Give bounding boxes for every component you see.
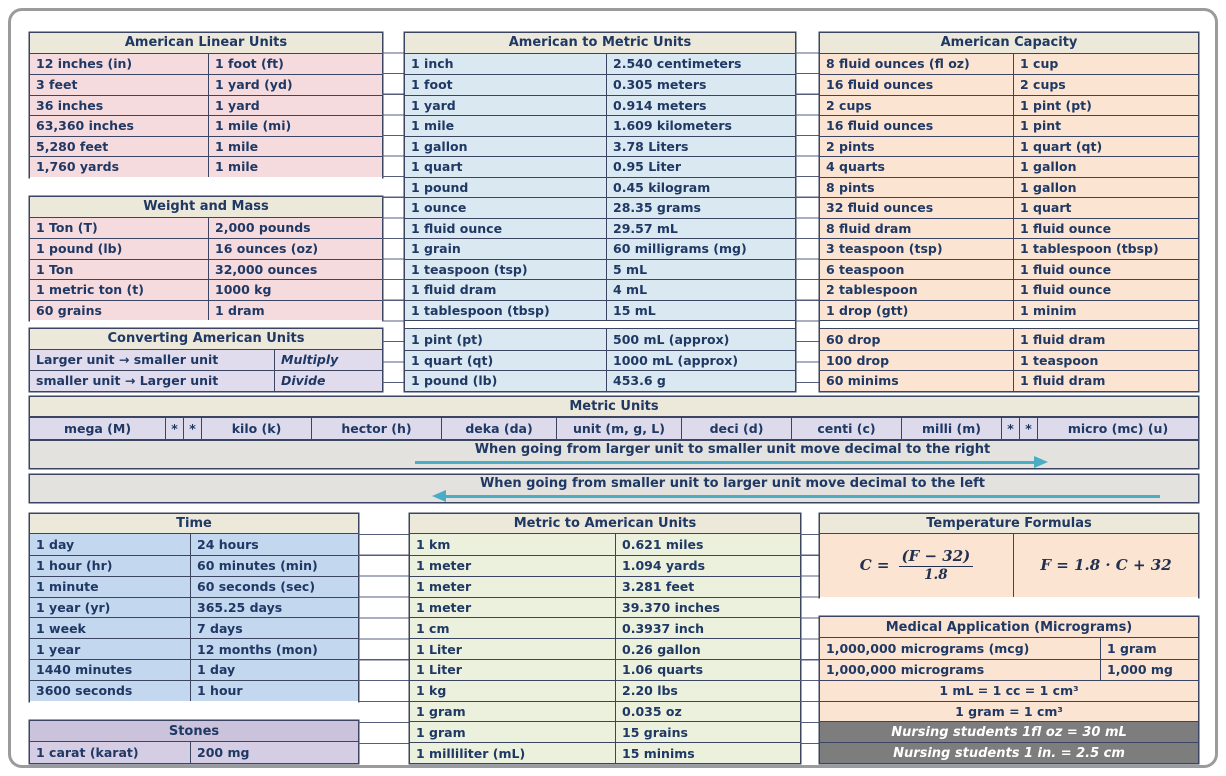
table-cell: 2.20 lbs — [615, 681, 800, 701]
table-row — [820, 659, 1198, 680]
table-cell: 1 gram — [1100, 638, 1198, 659]
table-cell: 1 fluid dram — [1013, 329, 1198, 350]
table-cell: 1.609 kilometers — [606, 116, 795, 136]
table-cell: 63,360 inches — [36, 118, 134, 134]
table-row — [410, 659, 800, 680]
decimal-right-rule-band — [30, 441, 1198, 468]
table-cell: 200 mg — [190, 742, 358, 763]
table-cell: 1 year — [36, 641, 81, 657]
metric-prefix-cell: mega (M) — [63, 420, 132, 436]
metric-prefix-cell: * — [183, 418, 201, 439]
metric-prefix-cell: * — [165, 418, 183, 439]
table-cell: 3600 seconds — [36, 683, 133, 699]
table-cell: 1000 mL (approx) — [606, 351, 795, 371]
table-cell: 1,000,000 micrograms (mcg) — [826, 641, 1030, 657]
table-cell: 1 hour (hr) — [36, 558, 113, 574]
table-cell: 1 Liter — [416, 662, 462, 678]
table-cell: 1 minute — [36, 579, 99, 595]
table-cell: 1.06 quarts — [615, 660, 800, 680]
fraction-denominator: 1.8 — [924, 566, 948, 583]
table-cell: 32 fluid ounces — [826, 200, 934, 216]
table-cell: 0.45 kilogram — [606, 178, 795, 198]
table-cell: 1 inch — [411, 56, 454, 72]
table-row — [30, 350, 382, 371]
grid-gap-column — [795, 33, 820, 391]
table-row — [30, 659, 358, 680]
table-cell: 1 cup — [1013, 54, 1198, 75]
bottom-right-column — [820, 514, 1198, 764]
table-row — [410, 576, 800, 597]
table-cell: 1 gallon — [411, 138, 468, 154]
american-to-metric-units-table — [405, 33, 795, 391]
table-cell: Multiply — [274, 350, 382, 371]
table-cell: 1 mile — [411, 118, 455, 134]
table-cell: 1 meter — [416, 600, 472, 616]
table-cell: 15 minims — [615, 743, 800, 763]
table-row — [30, 617, 358, 638]
table-cell: 1 Ton — [36, 261, 74, 277]
table-cell: 60 seconds (sec) — [190, 577, 358, 597]
table-cell: 1 week — [36, 620, 86, 636]
table-cell: 100 drop — [826, 352, 890, 368]
ml-cc-equivalence: 1 mL = 1 cc = 1 cm³ — [820, 680, 1198, 701]
table-row — [410, 555, 800, 576]
table-row — [820, 218, 1198, 239]
table-cell: 1 ounce — [411, 200, 467, 216]
table-gap-row — [405, 320, 795, 329]
table-cell: 1 hour — [190, 681, 358, 701]
table-cell: 1 pound (lb) — [411, 373, 498, 389]
stones-title: Stones — [30, 721, 358, 742]
decimal-left-rule-band — [30, 475, 1198, 502]
table-cell: Larger unit → smaller unit — [36, 352, 219, 368]
table-cell: 1 gallon — [1013, 178, 1198, 198]
table-cell: 1 fluid dram — [1013, 371, 1198, 391]
table-row — [30, 300, 382, 321]
top-section — [30, 33, 1198, 391]
weight-and-mass-title: Weight and Mass — [30, 197, 382, 218]
temperature-formulas-title: Temperature Formulas — [820, 514, 1198, 535]
table-row — [405, 177, 795, 198]
bottom-middle-column — [410, 514, 800, 764]
table-cell: 5,280 feet — [36, 138, 109, 154]
table-cell: 8 fluid ounces (fl oz) — [826, 56, 970, 72]
table-cell: 6 teaspoon — [826, 261, 905, 277]
table-cell: 3 feet — [36, 77, 78, 93]
table-cell: 2 cups — [1013, 75, 1198, 95]
table-cell: 1 tablespoon (tbsp) — [411, 302, 550, 318]
table-cell: 4 quarts — [826, 159, 885, 175]
table-cell: 1 minim — [1013, 301, 1198, 321]
table-row — [820, 329, 1198, 350]
table-row — [820, 95, 1198, 116]
table-row — [820, 259, 1198, 280]
table-cell: 1,000,000 micrograms — [826, 662, 985, 678]
table-cell: 1 yard (yd) — [208, 75, 382, 95]
converting-american-units-title: Converting American Units — [30, 329, 382, 350]
table-cell: 36 inches — [36, 97, 104, 113]
table-cell: 3 teaspoon (tsp) — [826, 241, 943, 257]
table-cell: 8 pints — [826, 179, 875, 195]
table-row — [30, 370, 382, 391]
table-row — [405, 156, 795, 177]
table-row — [405, 300, 795, 321]
metric-prefix-cell: * — [1001, 418, 1019, 439]
table-row — [405, 279, 795, 300]
grid-gap-column — [800, 514, 820, 764]
table-cell: 1 metric ton (t) — [36, 282, 144, 298]
metric-units-band — [30, 397, 1198, 502]
fahrenheit-formula: F = 1.8 · C + 32 — [1013, 534, 1198, 596]
table-cell: 24 hours — [190, 534, 358, 555]
table-row — [30, 74, 382, 95]
table-row — [820, 638, 1198, 659]
table-cell: 1 quart — [411, 159, 463, 175]
metric-prefix-cell: * — [1019, 418, 1037, 439]
table-cell: 1 fluid dram — [411, 282, 497, 298]
unit-conversion-sheet — [30, 33, 1198, 763]
table-cell: 365.25 days — [190, 598, 358, 618]
table-cell: 60 milligrams (mg) — [606, 239, 795, 259]
table-cell: 1 meter — [416, 579, 472, 595]
table-cell: 2 tablespoon — [826, 282, 918, 298]
table-row — [820, 197, 1198, 218]
table-cell: 1 pint (pt) — [411, 331, 483, 347]
table-cell: 1 Liter — [416, 641, 462, 657]
american-capacity-table — [820, 33, 1198, 391]
table-cell: 0.621 miles — [615, 534, 800, 555]
table-cell: smaller unit → Larger unit — [36, 373, 219, 389]
table-cell: 1 tablespoon (tbsp) — [1013, 239, 1198, 259]
table-cell: 1 quart (qt) — [1013, 137, 1198, 157]
table-cell: 1 meter — [416, 558, 472, 574]
table-row — [820, 177, 1198, 198]
metric-prefix-cell: milli (m) — [901, 418, 1001, 439]
stones-table — [30, 721, 358, 763]
metric-to-american-units-table — [410, 514, 800, 764]
table-cell: 1 fluid ounce — [1013, 260, 1198, 280]
table-row — [820, 54, 1198, 75]
metric-prefix-cell: kilo (k) — [201, 418, 311, 439]
table-cell: 1 carat (karat) — [36, 745, 139, 761]
table-cell: 1 kg — [416, 683, 447, 699]
american-linear-units-table — [30, 33, 382, 177]
fraction-numerator: (F − 32) — [899, 548, 974, 567]
table-row — [30, 555, 358, 576]
table-cell: 0.914 meters — [606, 96, 795, 116]
celsius-formula — [820, 534, 1013, 596]
table-cell: 1 cm — [416, 620, 450, 636]
table-cell: 15 grains — [615, 722, 800, 742]
table-cell: 1 year (yr) — [36, 600, 111, 616]
table-cell: 0.305 meters — [606, 75, 795, 95]
fraction — [899, 548, 974, 584]
medical-application-table — [820, 617, 1198, 763]
metric-prefix-cell: hector (h) — [311, 418, 441, 439]
american-linear-units-title: American Linear Units — [30, 33, 382, 54]
table-row — [405, 329, 795, 350]
bottom-left-column — [30, 514, 358, 764]
table-cell: 1 mile (mi) — [208, 116, 382, 136]
table-row — [405, 54, 795, 75]
table-cell: 1 milliliter (mL) — [416, 745, 526, 761]
top-middle-column — [405, 33, 795, 391]
table-cell: 0.26 gallon — [615, 639, 800, 659]
table-cell: 1,760 yards — [36, 159, 120, 175]
table-cell: 1 pint (pt) — [1013, 96, 1198, 116]
gram-cm3-equivalence: 1 gram = 1 cm³ — [820, 701, 1198, 722]
table-cell: 1 day — [36, 537, 75, 553]
table-row — [410, 597, 800, 618]
metric-to-american-units-title: Metric to American Units — [410, 514, 800, 535]
table-cell: 1 grain — [411, 241, 461, 257]
table-cell: 60 minutes (min) — [190, 556, 358, 576]
table-cell: 0.95 Liter — [606, 157, 795, 177]
table-row — [410, 742, 800, 763]
table-row — [820, 279, 1198, 300]
table-cell: 60 drop — [826, 331, 881, 347]
table-cell: 1 gallon — [1013, 157, 1198, 177]
metric-prefix-cell: micro (mc) (u) — [1037, 418, 1198, 439]
table-cell: 2 pints — [826, 138, 875, 154]
decimal-left-rule-text: When going from smaller unit to larger unit move decimal to the left — [479, 475, 986, 491]
table-cell: 4 mL — [606, 280, 795, 300]
nursing-note-inch: Nursing students 1 in. = 2.5 cm — [820, 742, 1198, 763]
table-cell: 1 pound — [411, 179, 469, 195]
time-table — [30, 514, 358, 701]
table-cell: 1 quart (qt) — [411, 352, 494, 368]
left-arrow-icon — [445, 495, 1160, 498]
table-cell: 1 fluid ounce — [1013, 280, 1198, 300]
table-cell: 1000 kg — [208, 280, 382, 300]
table-row — [405, 218, 795, 239]
blank-row — [820, 597, 1198, 618]
table-row — [30, 638, 358, 659]
table-row — [405, 136, 795, 157]
table-cell: 7 days — [190, 618, 358, 638]
temperature-formulas-table — [820, 514, 1198, 597]
table-row — [405, 350, 795, 371]
table-cell: 1 km — [416, 537, 451, 553]
table-cell: 1 mile — [208, 157, 382, 177]
table-cell: 60 minims — [826, 373, 899, 389]
table-row — [30, 259, 382, 280]
table-row — [820, 350, 1198, 371]
table-cell: 1.094 yards — [615, 556, 800, 576]
table-cell: 453.6 g — [606, 371, 795, 391]
metric-prefix-cell: unit (m, g, L) — [556, 418, 681, 439]
table-cell: 1 fluid ounce — [1013, 219, 1198, 239]
table-cell: 3.78 Liters — [606, 137, 795, 157]
table-cell: 1 drop (gtt) — [826, 302, 909, 318]
decimal-right-rule-text: When going from larger unit to smaller unit move decimal to the right — [474, 441, 991, 457]
table-cell: 0.3937 inch — [615, 618, 800, 638]
table-row — [410, 617, 800, 638]
table-cell: 500 mL (approx) — [606, 329, 795, 350]
table-cell: 1 mile — [208, 137, 382, 157]
table-cell: 1 Ton (T) — [36, 220, 98, 236]
grid-gap-column — [382, 33, 405, 391]
table-row — [405, 259, 795, 280]
table-row — [30, 54, 382, 75]
table-cell: 1 day — [190, 660, 358, 680]
table-cell: Divide — [274, 371, 382, 391]
formula-lhs: C = — [859, 556, 890, 575]
table-cell: 12 months (mon) — [190, 639, 358, 659]
top-right-column — [820, 33, 1198, 391]
table-cell: 1 gram — [416, 724, 466, 740]
table-row — [30, 576, 358, 597]
table-row — [405, 238, 795, 259]
table-row — [30, 95, 382, 116]
bottom-section — [30, 514, 1198, 764]
american-to-metric-units-title: American to Metric Units — [405, 33, 795, 54]
table-cell: 28.35 grams — [606, 198, 795, 218]
time-title: Time — [30, 514, 358, 535]
table-row — [405, 95, 795, 116]
table-cell: 32,000 ounces — [208, 260, 382, 280]
table-cell: 60 grains — [36, 302, 102, 318]
metric-prefix-row — [30, 418, 1198, 439]
table-row — [30, 742, 358, 763]
table-row — [405, 74, 795, 95]
table-cell: 2,000 pounds — [208, 218, 382, 239]
metric-prefix-cell: deka (da) — [441, 418, 556, 439]
table-row — [405, 370, 795, 391]
table-cell: 1 pound (lb) — [36, 241, 123, 257]
table-cell: 2 cups — [826, 97, 872, 113]
table-cell: 1 fluid ounce — [411, 220, 503, 236]
blank-row — [30, 177, 382, 198]
table-row — [30, 218, 382, 239]
blank-row — [30, 320, 382, 329]
blank-row — [30, 701, 358, 722]
metric-prefix-cell: centi (c) — [791, 418, 901, 439]
american-capacity-title: American Capacity — [820, 33, 1198, 54]
table-cell: 1 teaspoon (tsp) — [411, 261, 528, 277]
table-row — [30, 136, 382, 157]
table-cell: 1440 minutes — [36, 662, 133, 678]
table-row — [820, 156, 1198, 177]
table-row — [410, 721, 800, 742]
table-row — [30, 279, 382, 300]
table-row — [405, 197, 795, 218]
table-row — [820, 115, 1198, 136]
metric-units-title: Metric Units — [30, 397, 1198, 416]
metric-prefix-cell: deci (d) — [681, 418, 791, 439]
table-cell: 1 yard — [411, 97, 456, 113]
table-cell: 3.281 feet — [615, 577, 800, 597]
table-cell: 1 quart — [1013, 198, 1198, 218]
table-row — [410, 534, 800, 555]
table-cell: 16 fluid ounces — [826, 118, 934, 134]
table-cell: 16 fluid ounces — [826, 77, 934, 93]
table-cell: 1 gram — [416, 704, 466, 720]
temperature-formula-row — [820, 534, 1198, 596]
table-cell: 1 yard — [208, 96, 382, 116]
table-gap-row — [820, 320, 1198, 329]
table-row — [820, 238, 1198, 259]
table-row — [820, 300, 1198, 321]
table-cell: 29.57 mL — [606, 219, 795, 239]
table-row — [820, 74, 1198, 95]
table-row — [30, 238, 382, 259]
table-row — [30, 115, 382, 136]
table-cell: 0.035 oz — [615, 702, 800, 722]
band-gap — [30, 468, 1198, 473]
table-row — [30, 597, 358, 618]
converting-american-units-table — [30, 329, 382, 391]
table-row — [410, 701, 800, 722]
table-cell: 1 dram — [208, 301, 382, 321]
table-row — [820, 136, 1198, 157]
table-cell: 39.370 inches — [615, 598, 800, 618]
table-row — [30, 156, 382, 177]
table-row — [410, 680, 800, 701]
weight-and-mass-table — [30, 197, 382, 320]
table-row — [410, 638, 800, 659]
grid-gap-column — [358, 514, 410, 764]
table-cell: 15 mL — [606, 301, 795, 321]
medical-application-title: Medical Application (Micrograms) — [820, 617, 1198, 638]
table-cell: 12 inches (in) — [36, 56, 133, 72]
table-cell: 16 ounces (oz) — [208, 239, 382, 259]
table-row — [30, 680, 358, 701]
table-cell: 1,000 mg — [1100, 660, 1198, 680]
table-cell: 2.540 centimeters — [606, 54, 795, 75]
nursing-note-floz: Nursing students 1fl oz = 30 mL — [820, 721, 1198, 742]
table-row — [30, 534, 358, 555]
top-left-column — [30, 33, 382, 391]
table-cell: 1 foot — [411, 77, 453, 93]
table-row — [405, 115, 795, 136]
table-cell: 5 mL — [606, 260, 795, 280]
table-cell: 1 pint — [1013, 116, 1198, 136]
right-arrow-icon — [415, 461, 1035, 464]
table-cell: 8 fluid dram — [826, 220, 912, 236]
table-cell: 1 teaspoon — [1013, 351, 1198, 371]
table-cell: 1 foot (ft) — [208, 54, 382, 75]
table-row — [820, 370, 1198, 391]
